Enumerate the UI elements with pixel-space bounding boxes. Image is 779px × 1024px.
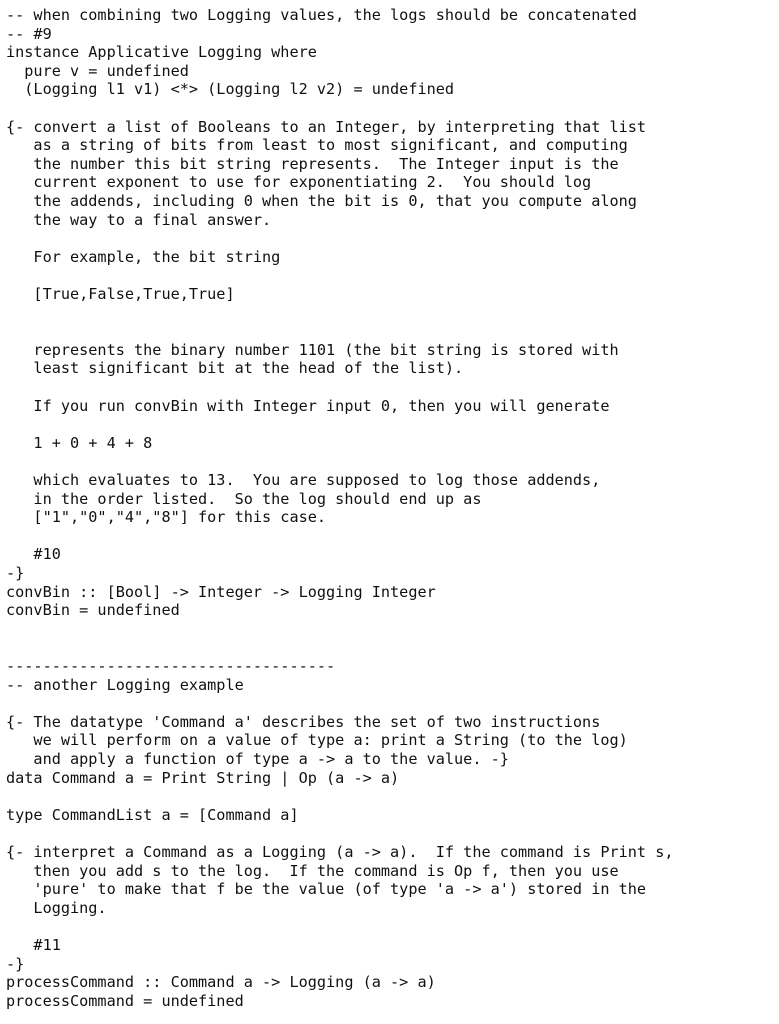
code-line: For example, the bit string (6, 247, 281, 266)
code-line: pure v = undefined (6, 61, 189, 80)
code-line: and apply a function of type a -> a to the value. -} (6, 750, 509, 768)
code-line: processCommand = undefined (6, 991, 244, 1010)
code-line: -- another Logging example (6, 675, 244, 694)
code-line: convBin :: [Bool] -> Integer -> Logging Integer (6, 582, 436, 601)
code-line: -- #9 (6, 24, 52, 43)
code-line: type CommandList a = [Command a] (6, 805, 299, 824)
code-line: ------------------------------------ (6, 657, 336, 675)
code-line: the addends, including 0 when the bit is 0, that you compute along (6, 192, 637, 210)
code-line: instance Applicative Logging where (6, 43, 317, 62)
code-line: ["1","0","4","8"] for this case. (6, 508, 327, 527)
code-line: Logging. (6, 898, 107, 917)
code-line: -} (6, 564, 25, 582)
code-line: we will perform on a value of type a: print a String (to the log) (6, 731, 628, 750)
code-line: If you run convBin with Integer input 0, then you will generate (6, 396, 610, 415)
code-line: in the order listed. So the log should end up as (6, 489, 482, 508)
code-line: (Logging l1 v1) <*> (Logging l2 v2) = undefined (6, 80, 455, 99)
code-line: 1 + 0 + 4 + 8 (6, 433, 153, 452)
code-line: the way to a final answer. (6, 210, 272, 229)
code-line: [True,False,True,True] (6, 285, 235, 303)
code-line: convBin = undefined (6, 601, 180, 620)
code-line: processCommand :: Command a -> Logging (a -> a) (6, 973, 436, 992)
code-line: 'pure' to make that f be the value (of type 'a -> a') stored in the (6, 880, 647, 899)
code-line: {- interpret a Command as a Logging (a -> a). If the command is Print s, (6, 843, 674, 861)
code-line: {- convert a list of Booleans to an Integer, by interpreting that list (6, 117, 647, 136)
code-line: the number this bit string represents. The Integer input is the (6, 154, 619, 173)
code-line: #10 (6, 545, 61, 564)
code-line: #11 (6, 936, 61, 954)
code-line: which evaluates to 13. You are supposed to log those addends, (6, 471, 601, 489)
code-line: current exponent to use for exponentiating 2. You should log (6, 173, 592, 192)
code-line: {- The datatype 'Command a' describes the set of two instructions (6, 712, 601, 731)
code-line: -} (6, 954, 25, 973)
code-line: as a string of bits from least to most significant, and computing (6, 136, 628, 155)
code-line: represents the binary number 1101 (the bit string is stored with (6, 340, 619, 359)
code-line: data Command a = Print String | Op (a -> a) (6, 768, 400, 787)
code-line: least significant bit at the head of the list). (6, 359, 464, 378)
code-line: -- when combining two Logging values, the logs should be concatenated (6, 6, 637, 24)
code-line: then you add s to the log. If the command is Op f, then you use (6, 861, 619, 880)
